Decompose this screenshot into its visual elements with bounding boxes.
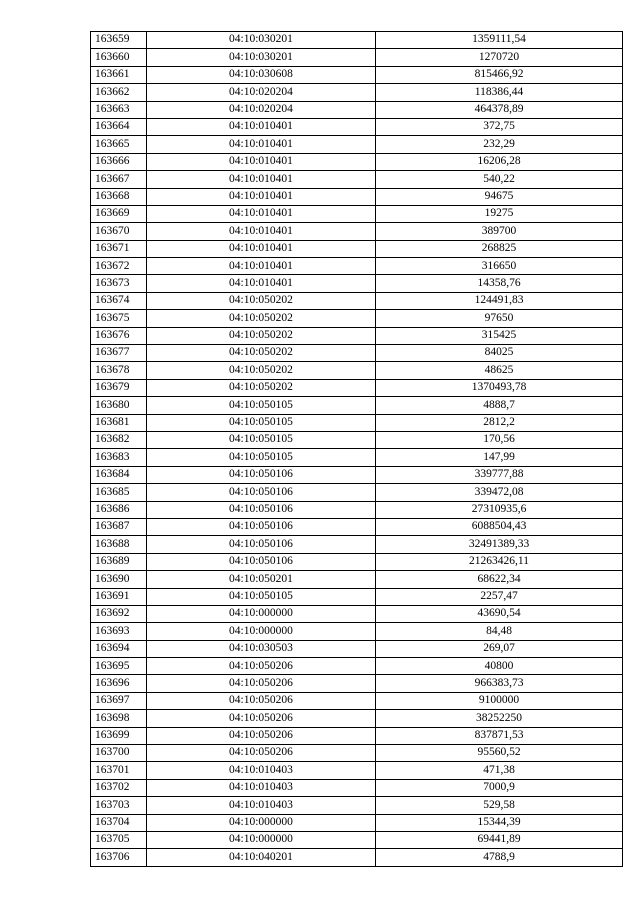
table-row — [91, 553, 623, 570]
row-id-cell: 163698 — [91, 710, 147, 727]
amount-cell: 268825 — [376, 240, 623, 257]
code-cell: 04:10:050105 — [147, 414, 376, 431]
amount-cell: 84025 — [376, 345, 623, 362]
code-cell: 04:10:030503 — [147, 640, 376, 657]
row-id-cell: 163702 — [91, 779, 147, 796]
table-row — [91, 518, 623, 535]
code-cell: 04:10:010401 — [147, 275, 376, 292]
amount-cell: 269,07 — [376, 640, 623, 657]
amount-cell: 389700 — [376, 223, 623, 240]
row-id-cell: 163699 — [91, 727, 147, 744]
code-cell: 04:10:040201 — [147, 849, 376, 866]
code-cell: 04:10:050202 — [147, 310, 376, 327]
row-id-cell: 163687 — [91, 518, 147, 535]
amount-cell: 1370493,78 — [376, 379, 623, 396]
row-id-cell: 163673 — [91, 275, 147, 292]
code-cell: 04:10:030608 — [147, 66, 376, 83]
code-cell: 04:10:050106 — [147, 536, 376, 553]
table-row — [91, 32, 623, 49]
amount-cell: 2257,47 — [376, 588, 623, 605]
row-id-cell: 163659 — [91, 32, 147, 49]
row-id-cell: 163701 — [91, 762, 147, 779]
row-id-cell: 163677 — [91, 345, 147, 362]
code-cell: 04:10:020204 — [147, 101, 376, 118]
code-cell: 04:10:010401 — [147, 205, 376, 222]
table-row — [91, 258, 623, 275]
amount-cell: 4788,9 — [376, 849, 623, 866]
row-id-cell: 163678 — [91, 362, 147, 379]
row-id-cell: 163682 — [91, 431, 147, 448]
amount-cell: 95560,52 — [376, 745, 623, 762]
row-id-cell: 163690 — [91, 571, 147, 588]
code-cell: 04:10:050105 — [147, 588, 376, 605]
code-cell: 04:10:050206 — [147, 692, 376, 709]
row-id-cell: 163671 — [91, 240, 147, 257]
code-cell: 04:10:000000 — [147, 831, 376, 848]
row-id-cell: 163704 — [91, 814, 147, 831]
table-row — [91, 710, 623, 727]
table-row — [91, 345, 623, 362]
table-row — [91, 640, 623, 657]
code-cell: 04:10:010401 — [147, 223, 376, 240]
row-id-cell: 163697 — [91, 692, 147, 709]
table-row — [91, 240, 623, 257]
row-id-cell: 163663 — [91, 101, 147, 118]
table-row — [91, 484, 623, 501]
row-id-cell: 163664 — [91, 118, 147, 135]
code-cell: 04:10:030201 — [147, 32, 376, 49]
row-id-cell: 163660 — [91, 49, 147, 66]
code-cell: 04:10:050106 — [147, 501, 376, 518]
row-id-cell: 163680 — [91, 397, 147, 414]
code-cell: 04:10:000000 — [147, 814, 376, 831]
code-cell: 04:10:050106 — [147, 484, 376, 501]
amount-cell: 94675 — [376, 188, 623, 205]
code-cell: 04:10:010401 — [147, 118, 376, 135]
amount-cell: 1359111,54 — [376, 32, 623, 49]
amount-cell: 316650 — [376, 258, 623, 275]
amount-cell: 21263426,11 — [376, 553, 623, 570]
table-row — [91, 623, 623, 640]
row-id-cell: 163691 — [91, 588, 147, 605]
table-body — [91, 32, 623, 867]
table-row — [91, 136, 623, 153]
table-row — [91, 814, 623, 831]
table-row — [91, 692, 623, 709]
table-row — [91, 188, 623, 205]
amount-cell: 464378,89 — [376, 101, 623, 118]
code-cell: 04:10:050106 — [147, 466, 376, 483]
table-row — [91, 501, 623, 518]
amount-cell: 9100000 — [376, 692, 623, 709]
row-id-cell: 163674 — [91, 292, 147, 309]
table-row — [91, 431, 623, 448]
table-row — [91, 310, 623, 327]
amount-cell: 6088504,43 — [376, 518, 623, 535]
table-row — [91, 379, 623, 396]
table-row — [91, 605, 623, 622]
row-id-cell: 163684 — [91, 466, 147, 483]
amount-cell: 48625 — [376, 362, 623, 379]
table-row — [91, 797, 623, 814]
row-id-cell: 163661 — [91, 66, 147, 83]
table-row — [91, 658, 623, 675]
table-row — [91, 84, 623, 101]
table-row — [91, 205, 623, 222]
code-cell: 04:10:050202 — [147, 345, 376, 362]
table-row — [91, 449, 623, 466]
amount-cell: 19275 — [376, 205, 623, 222]
table-row — [91, 466, 623, 483]
row-id-cell: 163679 — [91, 379, 147, 396]
amount-cell: 27310935,6 — [376, 501, 623, 518]
amount-cell: 170,56 — [376, 431, 623, 448]
code-cell: 04:10:050206 — [147, 658, 376, 675]
row-id-cell: 163703 — [91, 797, 147, 814]
code-cell: 04:10:050201 — [147, 571, 376, 588]
table-row — [91, 571, 623, 588]
code-cell: 04:10:010403 — [147, 779, 376, 796]
row-id-cell: 163668 — [91, 188, 147, 205]
table-row — [91, 414, 623, 431]
code-cell: 04:10:030201 — [147, 49, 376, 66]
row-id-cell: 163681 — [91, 414, 147, 431]
code-cell: 04:10:050202 — [147, 292, 376, 309]
amount-cell: 966383,73 — [376, 675, 623, 692]
row-id-cell: 163672 — [91, 258, 147, 275]
amount-cell: 4888,7 — [376, 397, 623, 414]
row-id-cell: 163675 — [91, 310, 147, 327]
amount-cell: 7000,9 — [376, 779, 623, 796]
code-cell: 04:10:000000 — [147, 605, 376, 622]
amount-cell: 69441,89 — [376, 831, 623, 848]
code-cell: 04:10:050105 — [147, 449, 376, 466]
row-id-cell: 163694 — [91, 640, 147, 657]
row-id-cell: 163689 — [91, 553, 147, 570]
row-id-cell: 163688 — [91, 536, 147, 553]
row-id-cell: 163670 — [91, 223, 147, 240]
code-cell: 04:10:010403 — [147, 797, 376, 814]
amount-cell: 837871,53 — [376, 727, 623, 744]
code-cell: 04:10:010401 — [147, 240, 376, 257]
row-id-cell: 163686 — [91, 501, 147, 518]
amount-cell: 372,75 — [376, 118, 623, 135]
code-cell: 04:10:050206 — [147, 727, 376, 744]
table-row — [91, 745, 623, 762]
code-cell: 04:10:050202 — [147, 362, 376, 379]
amount-cell: 529,58 — [376, 797, 623, 814]
amount-cell: 540,22 — [376, 171, 623, 188]
table-row — [91, 49, 623, 66]
table-row — [91, 66, 623, 83]
table-row — [91, 831, 623, 848]
amount-cell: 315425 — [376, 327, 623, 344]
amount-cell: 40800 — [376, 658, 623, 675]
amount-cell: 68622,34 — [376, 571, 623, 588]
table-row — [91, 118, 623, 135]
table-row — [91, 327, 623, 344]
code-cell: 04:10:010403 — [147, 762, 376, 779]
amount-cell: 815466,92 — [376, 66, 623, 83]
table-row — [91, 362, 623, 379]
table-row — [91, 101, 623, 118]
row-id-cell: 163685 — [91, 484, 147, 501]
row-id-cell: 163669 — [91, 205, 147, 222]
code-cell: 04:10:010401 — [147, 136, 376, 153]
amount-cell: 97650 — [376, 310, 623, 327]
table-row — [91, 292, 623, 309]
code-cell: 04:10:050202 — [147, 379, 376, 396]
row-id-cell: 163706 — [91, 849, 147, 866]
amount-cell: 43690,54 — [376, 605, 623, 622]
table-row — [91, 171, 623, 188]
table-row — [91, 223, 623, 240]
row-id-cell: 163662 — [91, 84, 147, 101]
code-cell: 04:10:010401 — [147, 188, 376, 205]
amount-cell: 339777,88 — [376, 466, 623, 483]
row-id-cell: 163695 — [91, 658, 147, 675]
code-cell: 04:10:050206 — [147, 745, 376, 762]
code-cell: 04:10:020204 — [147, 84, 376, 101]
table-row — [91, 727, 623, 744]
table-row — [91, 397, 623, 414]
amount-cell: 1270720 — [376, 49, 623, 66]
code-cell: 04:10:050106 — [147, 518, 376, 535]
row-id-cell: 163666 — [91, 153, 147, 170]
code-cell: 04:10:050106 — [147, 553, 376, 570]
row-id-cell: 163700 — [91, 745, 147, 762]
amount-cell: 147,99 — [376, 449, 623, 466]
table-row — [91, 153, 623, 170]
amount-cell: 124491,83 — [376, 292, 623, 309]
code-cell: 04:10:010401 — [147, 153, 376, 170]
table-row — [91, 762, 623, 779]
table-row — [91, 779, 623, 796]
row-id-cell: 163676 — [91, 327, 147, 344]
amount-cell: 15344,39 — [376, 814, 623, 831]
table-row — [91, 588, 623, 605]
amount-cell: 339472,08 — [376, 484, 623, 501]
code-cell: 04:10:010401 — [147, 258, 376, 275]
row-id-cell: 163683 — [91, 449, 147, 466]
amount-cell: 118386,44 — [376, 84, 623, 101]
amount-cell: 471,38 — [376, 762, 623, 779]
row-id-cell: 163665 — [91, 136, 147, 153]
code-cell: 04:10:010401 — [147, 171, 376, 188]
table-row — [91, 849, 623, 866]
row-id-cell: 163692 — [91, 605, 147, 622]
amount-cell: 84,48 — [376, 623, 623, 640]
table-row — [91, 275, 623, 292]
row-id-cell: 163696 — [91, 675, 147, 692]
amount-cell: 2812,2 — [376, 414, 623, 431]
amount-cell: 232,29 — [376, 136, 623, 153]
amount-cell: 32491389,33 — [376, 536, 623, 553]
table-row — [91, 536, 623, 553]
code-cell: 04:10:050105 — [147, 397, 376, 414]
row-id-cell: 163693 — [91, 623, 147, 640]
amount-cell: 38252250 — [376, 710, 623, 727]
row-id-cell: 163705 — [91, 831, 147, 848]
code-cell: 04:10:050206 — [147, 675, 376, 692]
code-cell: 04:10:050206 — [147, 710, 376, 727]
code-cell: 04:10:050202 — [147, 327, 376, 344]
amount-cell: 14358,76 — [376, 275, 623, 292]
code-cell: 04:10:050105 — [147, 431, 376, 448]
data-table — [90, 31, 623, 867]
table-row — [91, 675, 623, 692]
row-id-cell: 163667 — [91, 171, 147, 188]
amount-cell: 16206,28 — [376, 153, 623, 170]
code-cell: 04:10:000000 — [147, 623, 376, 640]
